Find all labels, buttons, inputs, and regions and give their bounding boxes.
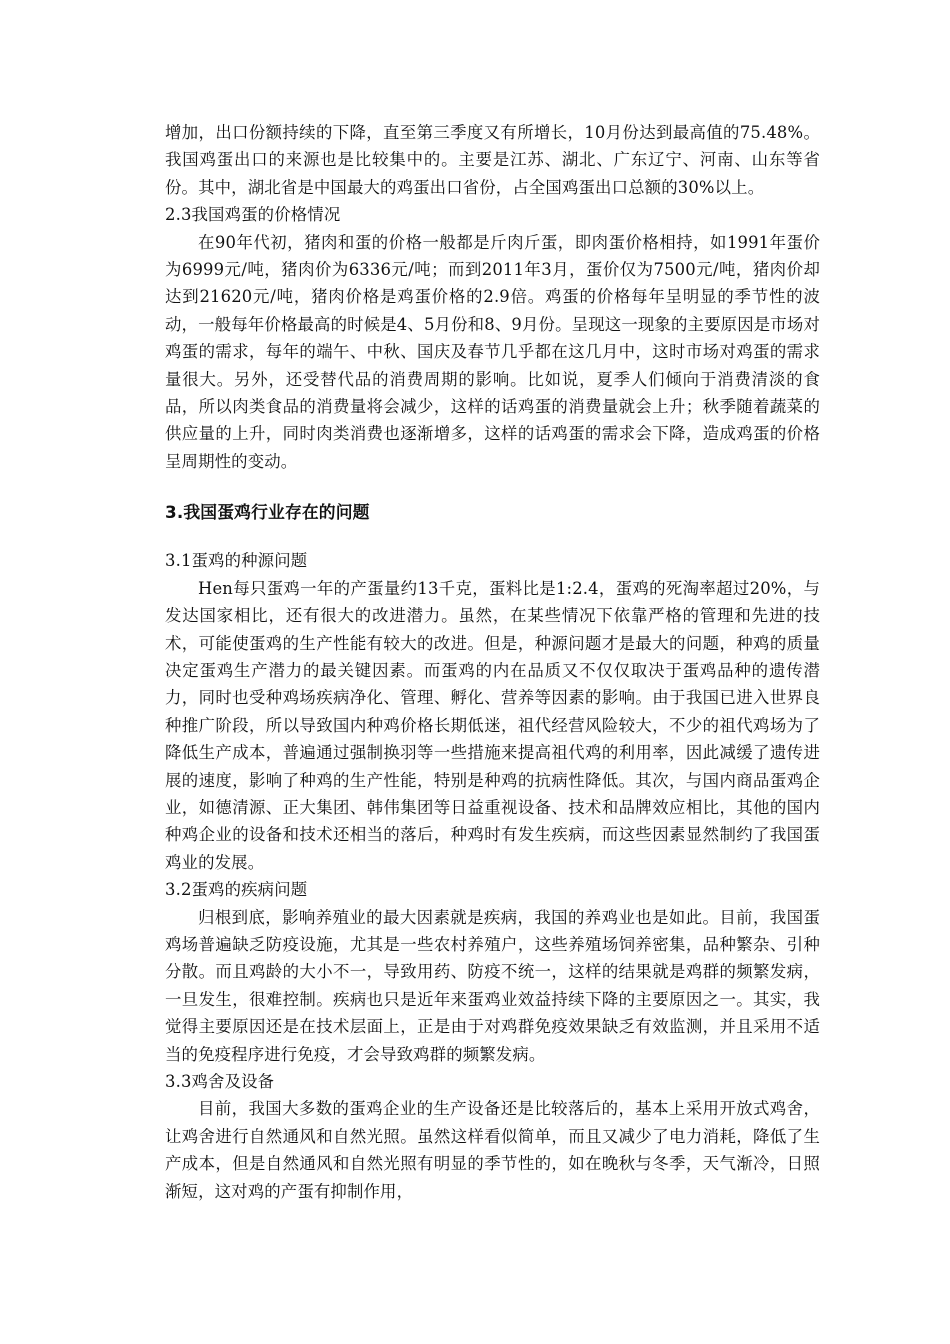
paragraph-egg-price: 在90年代初，猪肉和蛋的价格一般都是斤肉斤蛋，即肉蛋价格相持，如1991年蛋价为6999元/吨，猪肉价为6336元/吨；而到2011年3月，蛋价仅为7500元/吨，猪肉价却达到21620元/吨，猪肉价格是鸡蛋价格的2.9倍。鸡蛋的价格每年呈明显的季节性的波动，一般每年价格最高的时候是4、5月份和8、9月份。呈现这一现象的主要原因是市场对鸡蛋的需求，每年的端午、中秋、国庆及春节几乎都在这几月中，这时市场对鸡蛋的需求量很大。另外，还受替代品的消费周期的影响。比如说，夏季人们倾向于消费清淡的食品，所以肉类食品的消费量将会减少，这样的话鸡蛋的消费量就会上升；秋季随着蔬菜的供应量的上升，同时肉类消费也逐渐增多，这样的话鸡蛋的需求会下降，造成鸡蛋的价格呈周期性的变动。 [165,232,820,471]
subheading-2-3: 2.3我国鸡蛋的价格情况 [165,205,341,225]
paragraph-export-share: 增加，出口份额持续的下降，直至第三季度又有所增长，10月份达到最高值的75.48%。我国鸡蛋出口的来源也是比较集中的。主要是江苏、湖北、广东辽宁、河南、山东等省份。其中，湖北省是中国最大的鸡蛋出口省份，占全国鸡蛋出口总额的30%以上。 [165,123,820,197]
subheading-3-1: 3.1蛋鸡的种源问题 [165,551,308,571]
paragraph-breed-source: Hen每只蛋鸡一年的产蛋量约13千克，蛋料比是1:2.4，蛋鸡的死淘率超过20%，与发达国家相比，还有很大的改进潜力。虽然，在某些情况下依靠严格的管理和先进的技术，可能使蛋鸡的生产性能有较大的改进。但是，种源问题才是最大的问题，种鸡的质量决定蛋鸡生产潜力的最关键因素。而蛋鸡的内在品质又不仅仅取决于蛋鸡品种的遗传潜力，同时也受种鸡场疾病净化、管理、孵化、营养等因素的影响。由于我国已进入世界良种推广阶段，所以导致国内种鸡价格长期低迷，祖代经营风险较大，不少的祖代鸡场为了降低生产成本，普遍通过强制换羽等一些措施来提高祖代鸡的利用率，因此减缓了遗传进展的速度，影响了种鸡的生产性能，特别是种鸡的抗病性降低。其次，与国内商品蛋鸡企业，如德清源、正大集团、韩伟集团等日益重视设备、技术和品牌效应相比，其他的国内种鸡企业的设备和技术还相当的落后，种鸡时有发生疾病，而这些因素显然制约了我国蛋鸡业的发展。 [165,578,820,872]
document-body [165,119,820,1205]
section-heading-3: 3.我国蛋鸡行业存在的问题 [165,502,370,523]
subheading-3-2: 3.2蛋鸡的疾病问题 [165,880,308,900]
paragraph-housing-equipment: 目前，我国大多数的蛋鸡企业的生产设备还是比较落后的，基本上采用开放式鸡舍，让鸡舍进行自然通风和自然光照。虽然这样看似简单，而且又减少了电力消耗，降低了生产成本，但是自然通风和自然光照有明显的季节性的，如在晚秋与冬季，天气渐冷，日照渐短，这对鸡的产蛋有抑制作用， [165,1099,820,1201]
subheading-3-3: 3.3鸡舍及设备 [165,1072,275,1091]
paragraph-disease: 归根到底，影响养殖业的最大因素就是疾病，我国的养鸡业也是如此。目前，我国蛋鸡场普遍缺乏防疫设施，尤其是一些农村养殖户，这些养殖场饲养密集，品种繁杂、引种分散。而且鸡龄的大小不一，导致用药、防疫不统一，这样的结果就是鸡群的频繁发病，一旦发生，很难控制。疾病也只是近年来蛋鸡业效益持续下降的主要原因之一。其实，我觉得主要原因还是在技术层面上，正是由于对鸡群免疫效果缺乏有效监测，并且采用不适当的免疫程序进行免疫，才会导致鸡群的频繁发病。 [165,907,820,1064]
